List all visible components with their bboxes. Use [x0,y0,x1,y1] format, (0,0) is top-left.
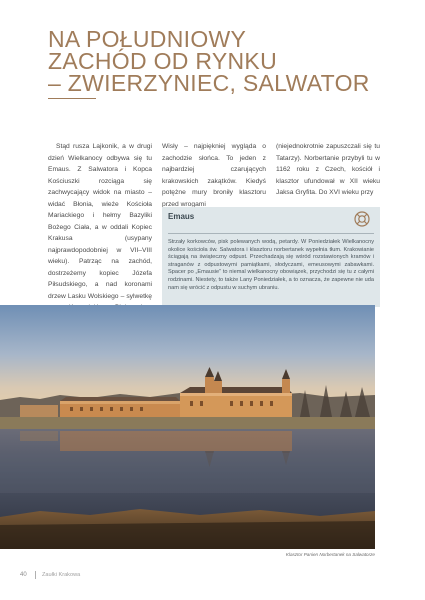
sidebar-body: Strzały korkowców, pisk polewanych wodą, petardy. W Poniedziałek Wielkanocny okolice kościoła św. Salwatora i klasztoru norbertanek wypełnia tłum. Krakowianie ściągają na świąteczny odpust. Przechadzają się wśród rozstawionych kramów i straganów z odpustowymi pamiątkami, słodyczami, emeusowymi zabawkami. Spacer po „Emausie” to niemal wielkanocny obowiązek, przychodzi się tu z całymi rodzinami. Niestety, to także Lany Poniedziałek, a to oznacza, że zapewne nie uda nam się wrócić z odpustu w suchym ubraniu. [168,239,374,291]
title-line-2: ZACHÓD OD RYNKU [48,48,277,74]
title-line-1: NA POŁUDNIOWY [48,26,247,52]
text-column-2 [162,141,266,210]
column-3-paragraph: (niejednokrotnie zapuszczali się tu Tatarzy). Norbertanie przybyli tu w 1162 roku z Czech, kościół i klasztor ufundował w XII wieku Jaksa Gryfita. Do XVI wieku przy [276,143,380,196]
page-number: 40 [20,572,27,578]
monastery-photo [0,305,375,549]
sidebar-title: Emaus [168,212,195,221]
page-title [48,28,388,94]
sidebar-divider [168,233,374,234]
column-2-paragraph: Wisły – najpiękniej wygląda o zachodzie słońca. To jeden z najbardziej czarujących krakowskich zakątków. Kiedyś potężne mury broniły klasztoru przed wrogami [162,143,266,208]
emaus-sidebar [162,207,380,307]
column-1-paragraph: Stąd rusza Lajkonik, a w drugi dzień Wielkanocy odbywa się tu Emaus. Z Salwatora i Kopca Kościuszki rozciąga się zachwycający widok na miasto – widać Błonia, wieże Kościoła Mariackiego i hełmy Bazyliki Bożego Ciała, a w oddali Kopiec Krakusa (usypany najprawdopodobniej w VII–VIII wieku). Patrząc na zachód, dostrzeżemy kopiec Józefa Piłsudskiego, a nad koronami drzew Lasku Wolskiego – sylwetkę [48,143,152,300]
photo-caption: Klasztor Panien Norbertanek na Salwatorze [285,552,375,557]
sidebar-header [162,207,380,227]
monastery-photo-image [0,305,375,549]
footer-separator [35,571,36,579]
title-divider [48,98,96,99]
footer-series-title: Zaułki Krakowa [42,572,81,578]
text-column-3 [276,141,380,199]
title-line-3: – ZWIERZYNIEC, SALWATOR [48,70,370,96]
lifebuoy-icon [354,211,370,227]
